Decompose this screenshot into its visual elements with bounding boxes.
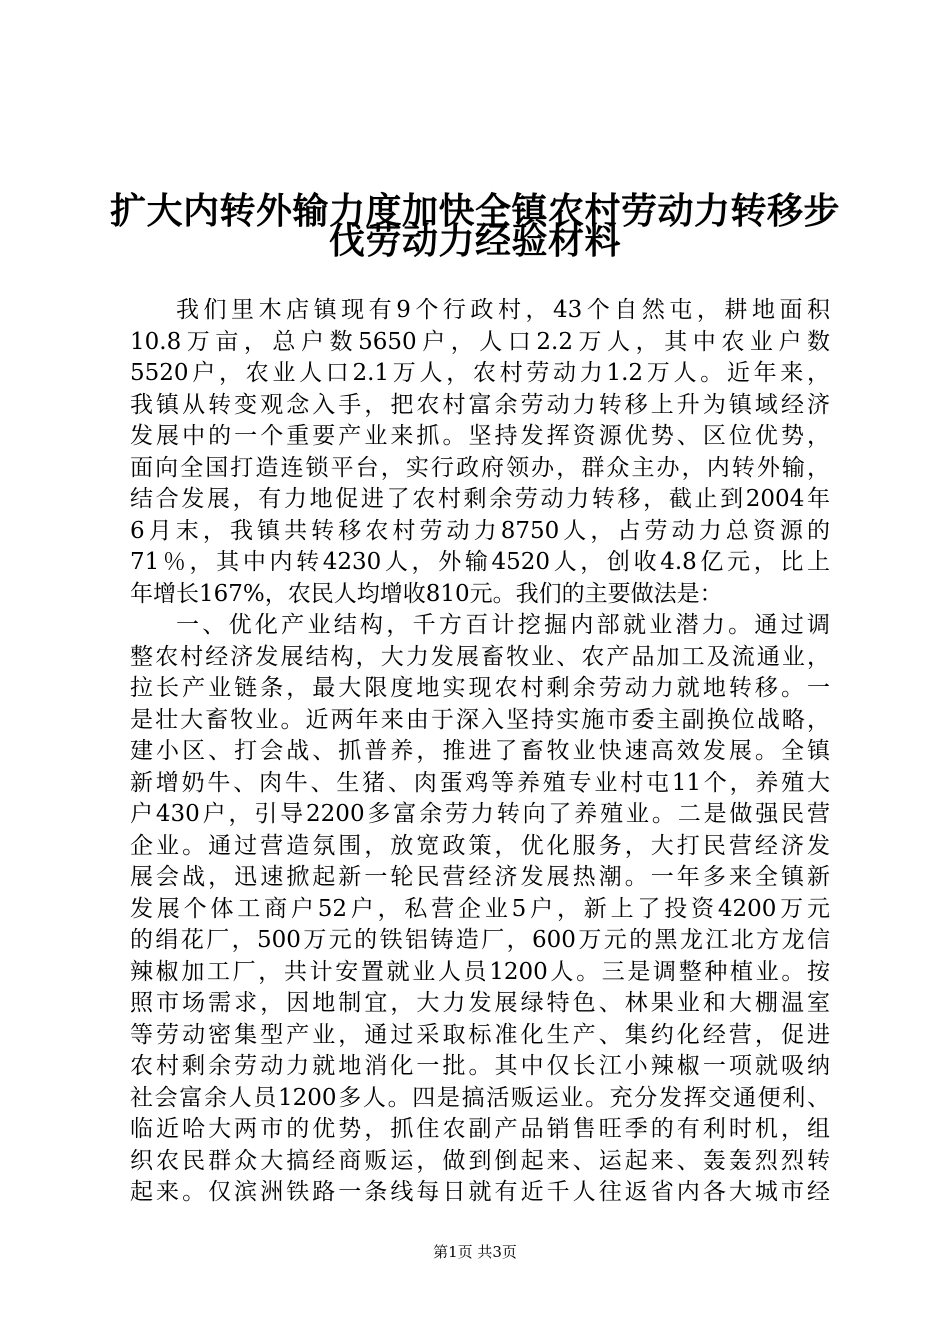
body-line: 新增奶牛、肉牛、生猪、肉蛋鸡等养殖专业村屯11个，养殖大 (130, 769, 830, 796)
body-line: 展会战，迅速掀起新一轮民营经济发展热潮。一年多来全镇新 (130, 864, 830, 890)
body-line: 一、优化产业结构，千方百计挖掘内部就业潜力。通过调 (176, 612, 830, 638)
body-line: 的绢花厂，500万元的铁铝铸造厂，600万元的黑龙江北方龙信 (130, 927, 830, 953)
body-line: 建小区、打会战、抓普养，推进了畜牧业快速高效发展。全镇 (130, 738, 830, 764)
body-line: 户430户，引导2200多富余劳力转向了养殖业。二是做强民营 (130, 801, 830, 827)
body-line: 5520户，农业人口2.1万人，农村劳动力1.2万人。近年来， (130, 360, 830, 386)
body-line: 发展个体工商户52户，私营企业5户，新上了投资4200万元 (130, 895, 830, 922)
body-line: 社会富余人员1200多人。四是搞活贩运业。充分发挥交通便利、 (130, 1084, 830, 1111)
body-line: 企业。通过营造氛围，放宽政策，优化服务，大打民营经济发 (130, 832, 830, 859)
body-line: 临近哈大两市的优势，抓住农副产品销售旺季的有利时机，组 (130, 1116, 830, 1142)
body-line: 等劳动密集型产业，通过采取标准化生产、集约化经营，促进 (130, 1021, 830, 1048)
body-line: 71％，其中内转4230人，外输4520人，创收4.8亿元，比上 (130, 549, 830, 575)
document-title-line-1: 扩大内转外输力度加快全镇农村劳动力转移步 (110, 191, 841, 232)
body-line: 织农民群众大搞经商贩运，做到倒起来、运起来、轰轰烈烈转 (130, 1147, 830, 1174)
body-line: 我镇从转变观念入手，把农村富余劳动力转移上升为镇域经济 (130, 391, 830, 418)
body-line: 我们里木店镇现有9个行政村，43个自然屯，耕地面积 (176, 297, 830, 323)
body-line: 整农村经济发展结构，大力发展畜牧业、农产品加工及流通业， (130, 643, 830, 670)
page-footer: 第1页 共3页 (433, 1243, 517, 1261)
body-line: 6月末，我镇共转移农村劳动力8750人，占劳动力总资源的 (130, 517, 830, 544)
body-line: 10.8万亩，总户数5650户，人口2.2万人，其中农业户数 (130, 328, 830, 355)
body-line: 发展中的一个重要产业来抓。坚持发挥资源优势、区位优势， (130, 423, 830, 449)
body-line: 起来。仅滨洲铁路一条线每日就有近千人往返省内各大城市经 (130, 1179, 830, 1205)
body-line: 辣椒加工厂，共计安置就业人员1200人。三是调整种植业。按 (130, 958, 830, 985)
document-body (130, 295, 830, 1209)
body-line: 拉长产业链条，最大限度地实现农村剩余劳动力就地转移。一 (130, 675, 830, 701)
body-line: 结合发展，有力地促进了农村剩余劳动力转移，截止到2004年 (130, 486, 830, 512)
document-title-line-2: 伐劳动力经验材料 (328, 221, 621, 262)
body-line: 照市场需求，因地制宜，大力发展绿特色、林果业和大棚温室 (130, 990, 830, 1016)
body-line: 面向全国打造连锁平台，实行政府领办，群众主办，内转外输， (130, 454, 830, 481)
body-line: 农村剩余劳动力就地消化一批。其中仅长江小辣椒一项就吸纳 (130, 1053, 830, 1079)
body-line: 年增长167%，农民人均增收810元。我们的主要做法是： (130, 580, 723, 607)
body-line: 是壮大畜牧业。近两年来由于深入坚持实施市委主副换位战略， (130, 706, 830, 733)
